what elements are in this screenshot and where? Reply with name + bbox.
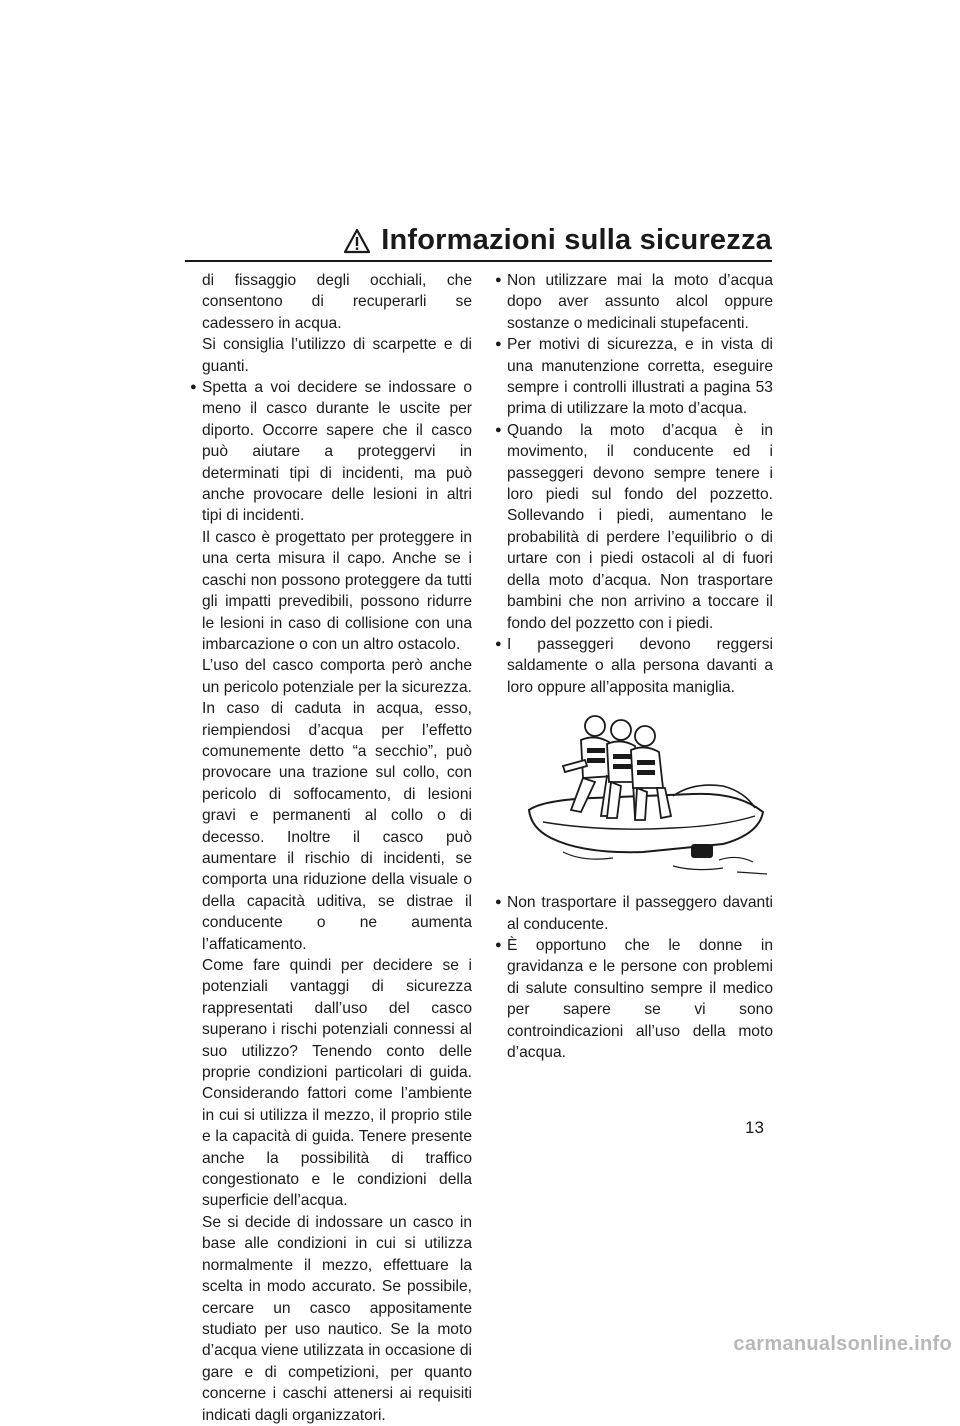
bullet-item: ● Spetta a voi decidere se indossare o meno il casco durante le uscite per diporto. Occorre sapere che il casco può aiutare a proteggervi in determinati tipi di incidenti, ma può anche provocare delle lesioni in altri tipi di incidenti.	[190, 377, 472, 527]
page-header	[185, 222, 772, 262]
bullet-item: ● Quando la moto d’acqua è in movimento, il conducente ed i passeggeri devono sempre tenere i loro piedi sul fondo del pozzetto. Sollevando i piedi, aumentano le probabilità di perdere l’equilibrio o di urtare con i piedi ostacoli al di fuori della moto d’acqua. Non trasportare bambini che non arrivino a toccare il fondo del pozzetto con i piedi.	[495, 420, 773, 634]
footer-watermark: carmanualsonline.info	[733, 1333, 952, 1355]
right-column-bottom	[495, 892, 773, 1063]
warning-triangle-icon	[343, 228, 371, 254]
paragraph: Come fare quindi per decidere se i potenziali vantaggi di sicurezza rappresentati dall’uso del casco superano i rischi potenziali connessi al suo utilizzo? Tenendo conto delle proprie condizioni particolari di guida. Considerando fattori come l’ambiente in cui si utilizza il mezzo, il proprio stile e la capacità di guida. Tenere presente anche la possibilità di traffico congestionato e le condizioni della superficie dell’acqua.	[202, 957, 472, 1210]
paragraph: Si consiglia l’utilizzo di scarpette e di guanti.	[202, 336, 472, 375]
paragraph: Il casco è progettato per proteggere in una certa misura il capo. Anche se i caschi non possono proteggere da tutti gli impatti prevedibili, possono ridurre le lesioni in caso di collisione con una imbarcazione o con un altro ostacolo.	[202, 528, 472, 653]
paragraph: L’uso del casco comporta però anche un pericolo potenziale per la sicurezza. In caso di caduta in acqua, esso, riempiendosi d’acqua per l’effetto comunemente detto “a secchio”, può provocare una trazione sul collo, con pericolo di soffocamento, di lesioni gravi e permanenti al collo o di decesso. Inoltre il casco può aumentare il rischio di incidenti, se comporta una riduzione della visuale o della capacità uditiva, se distrae il conducente o ne aumenta l’affaticamento.	[202, 657, 472, 953]
page-number: 13	[745, 1118, 764, 1137]
header-rule	[185, 260, 772, 262]
bullet-item: ● Per motivi di sicurezza, e in vista di una manutenzione corretta, eseguire sempre i controlli illustrati a pagina 53 prima di utilizzare la moto d’acqua.	[495, 334, 773, 420]
left-column	[190, 270, 472, 1426]
bullet-item: ● Non trasportare il passeggero davanti al conducente.	[495, 892, 773, 935]
paragraph: di fissaggio degli occhiali, che consentono di recuperarli se cadessero in acqua.	[202, 272, 472, 332]
paragraph: Se si decide di indossare un casco in base alle condizioni in cui si utilizza normalmente il mezzo, effettuare la scelta in modo accurato. Se possibile, cercare un casco appositamente studiato per uso nautico. Se la moto d’acqua viene utilizzata in occasione di gare e di competizioni, per quanto concerne i caschi attenersi ai requisiti indicati dagli organizzatori.	[202, 1213, 472, 1424]
bullet-item: ● I passeggeri devono reggersi saldamente o alla persona davanti a loro oppure all’apposita maniglia.	[495, 634, 773, 698]
right-column-top	[495, 270, 773, 698]
page-title	[343, 224, 772, 257]
right-column	[495, 270, 773, 1063]
jet-ski-riders-illustration	[523, 712, 773, 884]
page-title-text: Informazioni sulla sicurezza	[381, 224, 772, 256]
bullet-item: ● Non utilizzare mai la moto d’acqua dopo aver assunto alcol oppure sostanze o medicinali stupefacenti.	[495, 270, 773, 334]
bullet-item: ● È opportuno che le donne in gravidanza e le persone con problemi di salute consultino sempre il medico per sapere se vi sono controindicazioni all’uso della moto d’acqua.	[495, 935, 773, 1063]
